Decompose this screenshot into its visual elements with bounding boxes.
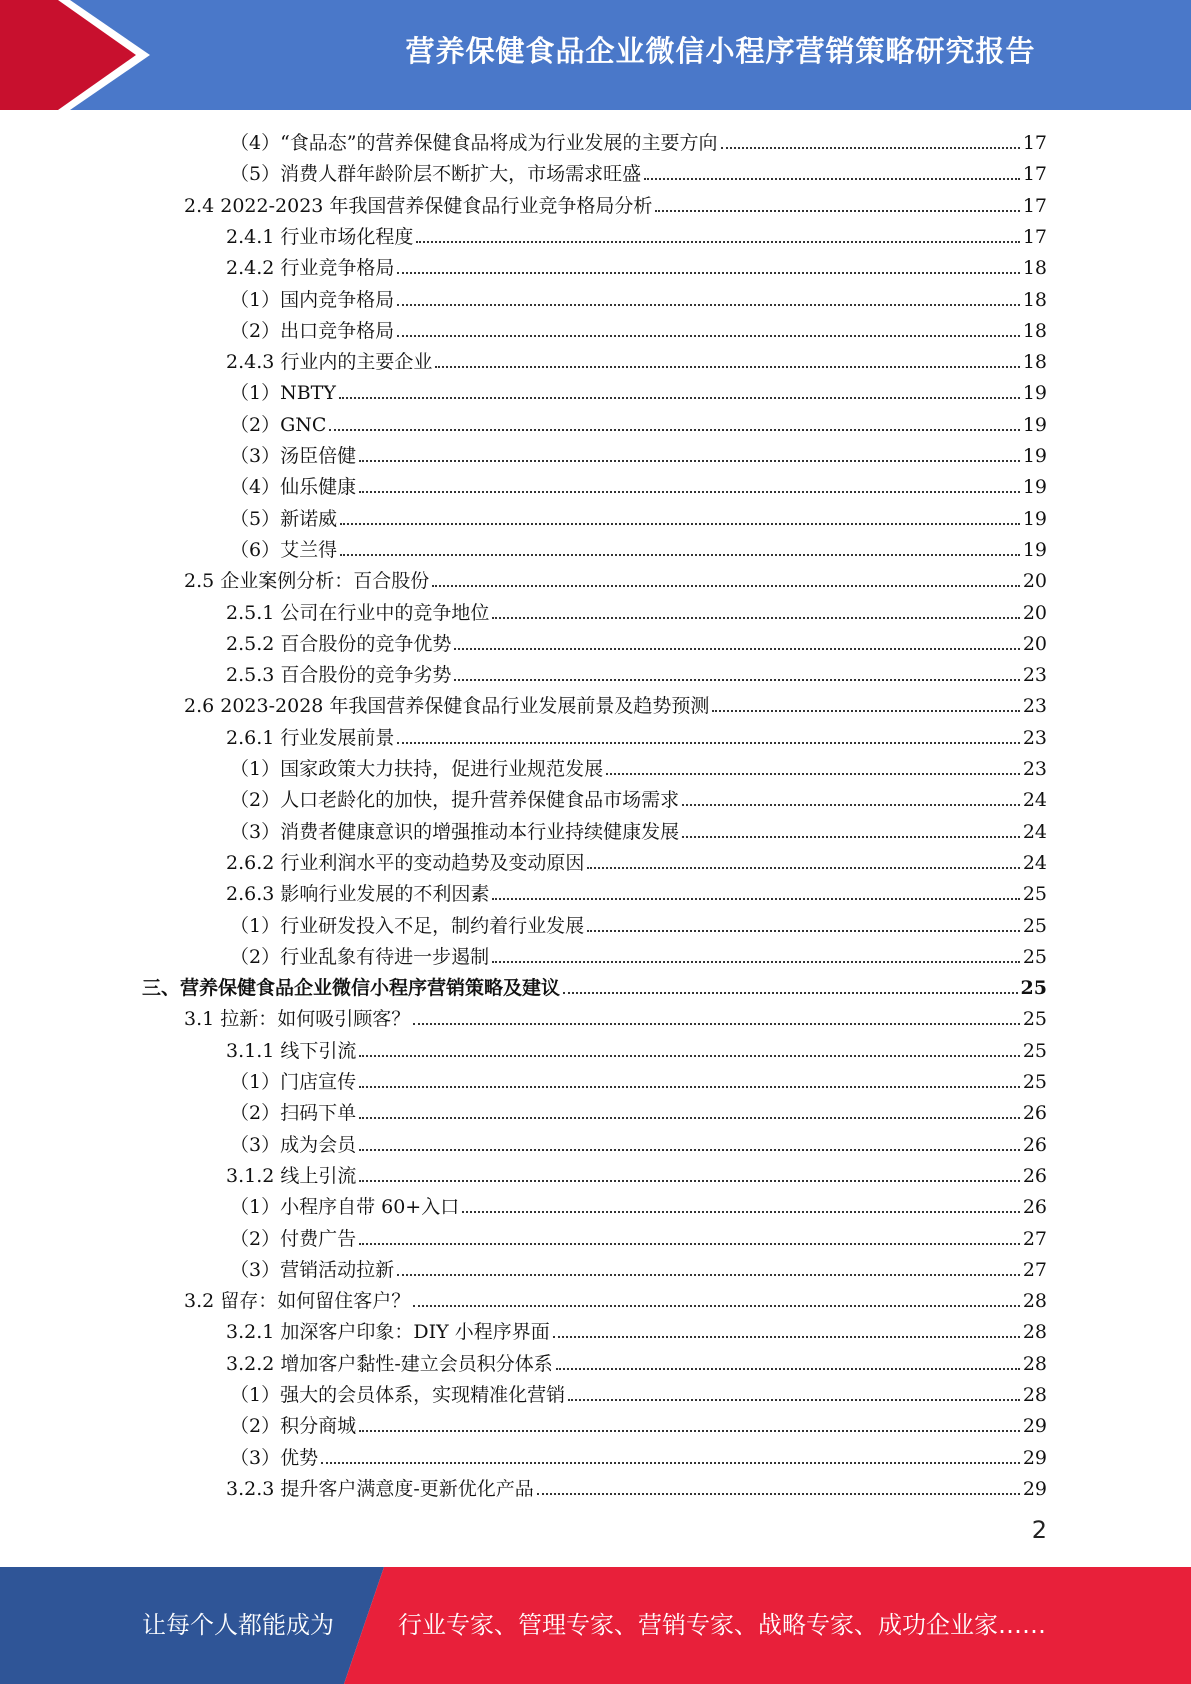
toc-dot-leader — [397, 303, 1020, 306]
toc-entry-title: 2.4 2022-2023 年我国营养保健食品行业竞争格局分析 — [184, 194, 653, 217]
toc-entry-title: 3.2 留存：如何留住客户？ — [184, 1290, 411, 1313]
toc-dot-leader — [432, 584, 1020, 587]
toc-entry-page: 24 — [1022, 789, 1047, 812]
toc-entry-title: 2.4.2 行业竞争格局 — [226, 257, 395, 280]
toc-entry[interactable] — [226, 347, 1047, 378]
toc-entry[interactable] — [226, 253, 1047, 284]
toc-entry-page: 25 — [1020, 977, 1047, 1000]
toc-dot-leader — [454, 647, 1019, 650]
toc-dot-leader — [397, 741, 1019, 744]
toc-entry[interactable] — [226, 848, 1047, 879]
toc-dot-leader — [568, 1398, 1020, 1401]
toc-entry-title: 3.2.2 增加客户黏性-建立会员积分体系 — [226, 1352, 553, 1375]
toc-dot-leader — [492, 897, 1019, 900]
toc-entry[interactable] — [230, 378, 1047, 409]
toc-dot-leader — [537, 1492, 1020, 1495]
toc-entry[interactable] — [226, 1036, 1047, 1067]
toc-entry[interactable] — [230, 817, 1047, 848]
toc-entry-title: 3.1 拉新：如何吸引顾客？ — [184, 1008, 411, 1031]
toc-dot-leader — [397, 1273, 1020, 1276]
toc-entry-page: 29 — [1022, 1477, 1047, 1500]
footer-slogan-left: 让每个人都能成为 — [142, 1611, 334, 1639]
toc-entry-title: 2.6.3 影响行业发展的不利因素 — [226, 883, 490, 906]
toc-entry[interactable] — [230, 1380, 1047, 1411]
toc-dot-leader — [340, 553, 1020, 556]
toc-entry[interactable] — [230, 1224, 1047, 1255]
toc-entry[interactable] — [184, 1004, 1047, 1035]
toc-entry-page: 17 — [1022, 163, 1047, 186]
toc-dot-leader — [413, 1022, 1020, 1025]
toc-entry-page: 25 — [1022, 883, 1047, 906]
toc-dot-leader — [339, 396, 1020, 399]
toc-entry[interactable] — [230, 159, 1047, 190]
toc-entry-page: 20 — [1022, 601, 1047, 624]
toc-dot-leader — [359, 1085, 1020, 1088]
toc-entry-title: （1）国内竞争格局 — [230, 288, 395, 311]
toc-entry-page: 24 — [1022, 851, 1047, 874]
header-banner — [0, 0, 1191, 110]
toc-entry[interactable] — [184, 191, 1047, 222]
toc-entry-page: 18 — [1022, 257, 1047, 280]
page-number: 2 — [1031, 1516, 1047, 1544]
toc-entry-title: （3）成为会员 — [230, 1133, 357, 1156]
toc-entry[interactable] — [230, 472, 1047, 503]
toc-entry[interactable] — [230, 1192, 1047, 1223]
toc-entry[interactable] — [230, 785, 1047, 816]
toc-entry[interactable] — [184, 566, 1047, 597]
toc-dot-leader — [492, 960, 1020, 963]
toc-entry-page: 26 — [1022, 1196, 1047, 1219]
toc-dot-leader — [606, 772, 1020, 775]
toc-dot-leader — [359, 1429, 1020, 1432]
toc-entry-title: （2）付费广告 — [230, 1227, 357, 1250]
toc-entry-page: 25 — [1022, 1039, 1047, 1062]
toc-entry-page: 17 — [1022, 132, 1047, 154]
toc-entry[interactable] — [230, 911, 1047, 942]
toc-entry-page: 28 — [1022, 1384, 1047, 1406]
toc-entry-title: （2）GNC — [230, 413, 327, 436]
toc-entry-page: 23 — [1022, 726, 1047, 749]
toc-entry[interactable] — [226, 1317, 1047, 1348]
toc-entry-title: 2.5.3 百合股份的竞争劣势 — [226, 664, 452, 687]
toc-entry-page: 26 — [1022, 1133, 1047, 1156]
toc-entry-title: 2.6.1 行业发展前景 — [226, 726, 395, 749]
footer-slogan-right: 行业专家、管理专家、营销专家、战略专家、成功企业家…… — [398, 1611, 1046, 1639]
toc-dot-leader — [359, 1242, 1020, 1245]
toc-entry-page: 28 — [1022, 1290, 1047, 1313]
toc-entry[interactable] — [230, 316, 1047, 347]
toc-entry[interactable] — [226, 723, 1047, 754]
toc-entry-title: （1）强大的会员体系，实现精准化营销 — [230, 1384, 566, 1406]
toc-entry-title: 2.6 2023-2028 年我国营养保健食品行业发展前景及趋势预测 — [184, 695, 710, 718]
toc-dot-leader — [553, 1335, 1020, 1338]
footer-banner — [0, 1567, 1191, 1684]
toc-entry[interactable] — [226, 1349, 1047, 1380]
toc-entry-page: 29 — [1022, 1446, 1047, 1469]
toc-entry-page: 18 — [1022, 351, 1047, 374]
toc-entry-page: 18 — [1022, 288, 1047, 311]
toc-entry-page: 23 — [1022, 695, 1047, 718]
toc-entry-title: （3）优势 — [230, 1446, 319, 1469]
toc-entry-page: 19 — [1022, 507, 1047, 530]
toc-entry-title: （2）行业乱象有待进一步遏制 — [230, 945, 490, 968]
toc-dot-leader — [587, 866, 1019, 869]
toc-dot-leader — [682, 835, 1020, 838]
toc-entry-title: 2.5 企业案例分析：百合股份 — [184, 570, 430, 593]
toc-entry-title: （1）行业研发投入不足，制约着行业发展 — [230, 914, 585, 937]
toc-entry-title: （1）小程序自带 60+入口 — [230, 1196, 460, 1219]
toc-entry[interactable] — [230, 1130, 1047, 1161]
toc-entry-page: 27 — [1022, 1227, 1047, 1250]
toc-entry-page: 20 — [1022, 632, 1047, 655]
toc-entry[interactable] — [230, 535, 1047, 566]
toc-entry-title: 2.4.3 行业内的主要企业 — [226, 351, 433, 374]
toc-entry-title: （2）积分商城 — [230, 1415, 357, 1438]
toc-entry-page: 25 — [1022, 914, 1047, 937]
toc-dot-leader — [321, 1461, 1020, 1464]
toc-entry[interactable] — [230, 285, 1047, 316]
toc-entry-title: （4）仙乐健康 — [230, 476, 357, 499]
toc-entry-page: 29 — [1022, 1415, 1047, 1438]
toc-entry-title: 3.2.1 加深客户印象：DIY 小程序界面 — [226, 1321, 550, 1344]
toc-entry-title: （6）艾兰得 — [230, 538, 338, 561]
toc-entry-title: （2）人口老龄化的加快，提升营养保健食品市场需求 — [230, 789, 680, 812]
toc-entry[interactable] — [230, 1443, 1047, 1474]
toc-dot-leader — [416, 240, 1019, 243]
toc-dot-leader — [587, 929, 1020, 932]
toc-entry[interactable] — [230, 441, 1047, 472]
toc-entry[interactable] — [184, 1286, 1047, 1317]
toc-entry[interactable] — [230, 1067, 1047, 1098]
toc-entry[interactable] — [230, 942, 1047, 973]
toc-entry-title: 2.5.2 百合股份的竞争优势 — [226, 632, 452, 655]
toc-entry-page: 17 — [1022, 194, 1047, 217]
toc-entry-title: （1）国家政策大力扶持，促进行业规范发展 — [230, 758, 604, 780]
toc-entry-page: 19 — [1022, 476, 1047, 499]
toc-entry[interactable] — [226, 222, 1047, 253]
toc-dot-leader — [359, 459, 1020, 462]
toc-dot-leader — [397, 334, 1020, 337]
toc-entry-title: 3.1.1 线下引流 — [226, 1039, 357, 1062]
toc-dot-leader — [359, 1116, 1020, 1119]
toc-entry-page: 25 — [1022, 1008, 1047, 1031]
toc-entry[interactable] — [230, 1255, 1047, 1286]
toc-entry[interactable] — [230, 410, 1047, 441]
toc-entry-title: （1）NBTY — [230, 382, 336, 405]
toc-dot-leader — [359, 1179, 1019, 1182]
toc-dot-leader — [359, 490, 1020, 493]
toc-dot-leader — [413, 1304, 1020, 1307]
toc-dot-leader — [397, 271, 1019, 274]
toc-entry[interactable] — [226, 879, 1047, 910]
report-title: 营养保健食品企业微信小程序营销策略研究报告 — [405, 34, 1036, 68]
toc-entry-page: 19 — [1022, 445, 1047, 467]
toc-entry[interactable] — [226, 629, 1047, 660]
toc-entry[interactable] — [226, 1474, 1047, 1505]
toc-dot-leader — [454, 678, 1019, 681]
toc-dot-leader — [563, 991, 1018, 994]
toc-entry-title: 2.5.1 公司在行业中的竞争地位 — [226, 601, 490, 624]
toc-dot-leader — [492, 616, 1019, 619]
toc-entry[interactable] — [226, 1161, 1047, 1192]
toc-entry-page: 19 — [1022, 382, 1047, 405]
toc-entry-page: 24 — [1022, 820, 1047, 843]
toc-entry-page: 20 — [1022, 570, 1047, 593]
toc-entry-page: 26 — [1022, 1164, 1047, 1187]
toc-entry-title: 2.6.2 行业利润水平的变动趋势及变动原因 — [226, 851, 585, 874]
toc-entry[interactable] — [230, 504, 1047, 535]
toc-entry-page: 27 — [1022, 1258, 1047, 1281]
toc-entry-title: （3）汤臣倍健 — [230, 445, 357, 467]
toc-dot-leader — [340, 522, 1020, 525]
toc-entry-title: （5）消费人群年龄阶层不断扩大，市场需求旺盛 — [230, 163, 642, 186]
toc-dot-leader — [644, 177, 1020, 180]
toc-entry-page: 23 — [1022, 664, 1047, 687]
toc-entry[interactable] — [142, 973, 1047, 1004]
toc-dot-leader — [435, 365, 1019, 368]
toc-dot-leader — [462, 1210, 1020, 1213]
toc-dot-leader — [556, 1367, 1020, 1370]
toc-entry[interactable] — [230, 1098, 1047, 1129]
toc-entry-title: （1）门店宣传 — [230, 1071, 357, 1093]
toc-entry-page: 28 — [1022, 1352, 1047, 1375]
toc-entry[interactable] — [226, 660, 1047, 691]
toc-entry[interactable] — [230, 128, 1047, 159]
toc-entry-title: （4）“食品态”的营养保健食品将成为行业发展的主要方向 — [230, 132, 718, 154]
toc-entry-page: 23 — [1022, 758, 1047, 780]
toc-entry-page: 28 — [1022, 1321, 1047, 1344]
toc-entry-title: 三、营养保健食品企业微信小程序营销策略及建议 — [142, 977, 561, 1000]
toc-entry-title: 2.4.1 行业市场化程度 — [226, 225, 414, 248]
toc-entry-title: 3.2.3 提升客户满意度-更新优化产品 — [226, 1477, 534, 1500]
toc-dot-leader — [721, 146, 1020, 149]
toc-entry[interactable] — [184, 691, 1047, 722]
toc-entry-page: 17 — [1022, 225, 1047, 248]
toc-entry[interactable] — [230, 1411, 1047, 1442]
toc-entry-title: 3.1.2 线上引流 — [226, 1164, 357, 1187]
toc-dot-leader — [712, 709, 1019, 712]
toc-entry-title: （2）扫码下单 — [230, 1102, 357, 1125]
toc-entry[interactable] — [230, 754, 1047, 785]
toc-dot-leader — [655, 209, 1019, 212]
toc-dot-leader — [359, 1054, 1019, 1057]
toc-dot-leader — [329, 428, 1019, 431]
toc-dot-leader — [359, 1148, 1020, 1151]
toc-entry-page: 18 — [1022, 319, 1047, 342]
toc-entry-page: 19 — [1022, 538, 1047, 561]
toc-entry-page: 26 — [1022, 1102, 1047, 1125]
toc-entry-title: （3）营销活动拉新 — [230, 1258, 395, 1281]
toc-entry-page: 19 — [1022, 413, 1047, 436]
toc-entry-title: （2）出口竞争格局 — [230, 319, 395, 342]
toc-entry[interactable] — [226, 598, 1047, 629]
toc-entry-title: （3）消费者健康意识的增强推动本行业持续健康发展 — [230, 820, 680, 843]
toc-entry-title: （5）新诺威 — [230, 507, 338, 530]
toc-entry-page: 25 — [1022, 1071, 1047, 1093]
toc-dot-leader — [682, 803, 1020, 806]
toc-entry-page: 25 — [1022, 945, 1047, 968]
